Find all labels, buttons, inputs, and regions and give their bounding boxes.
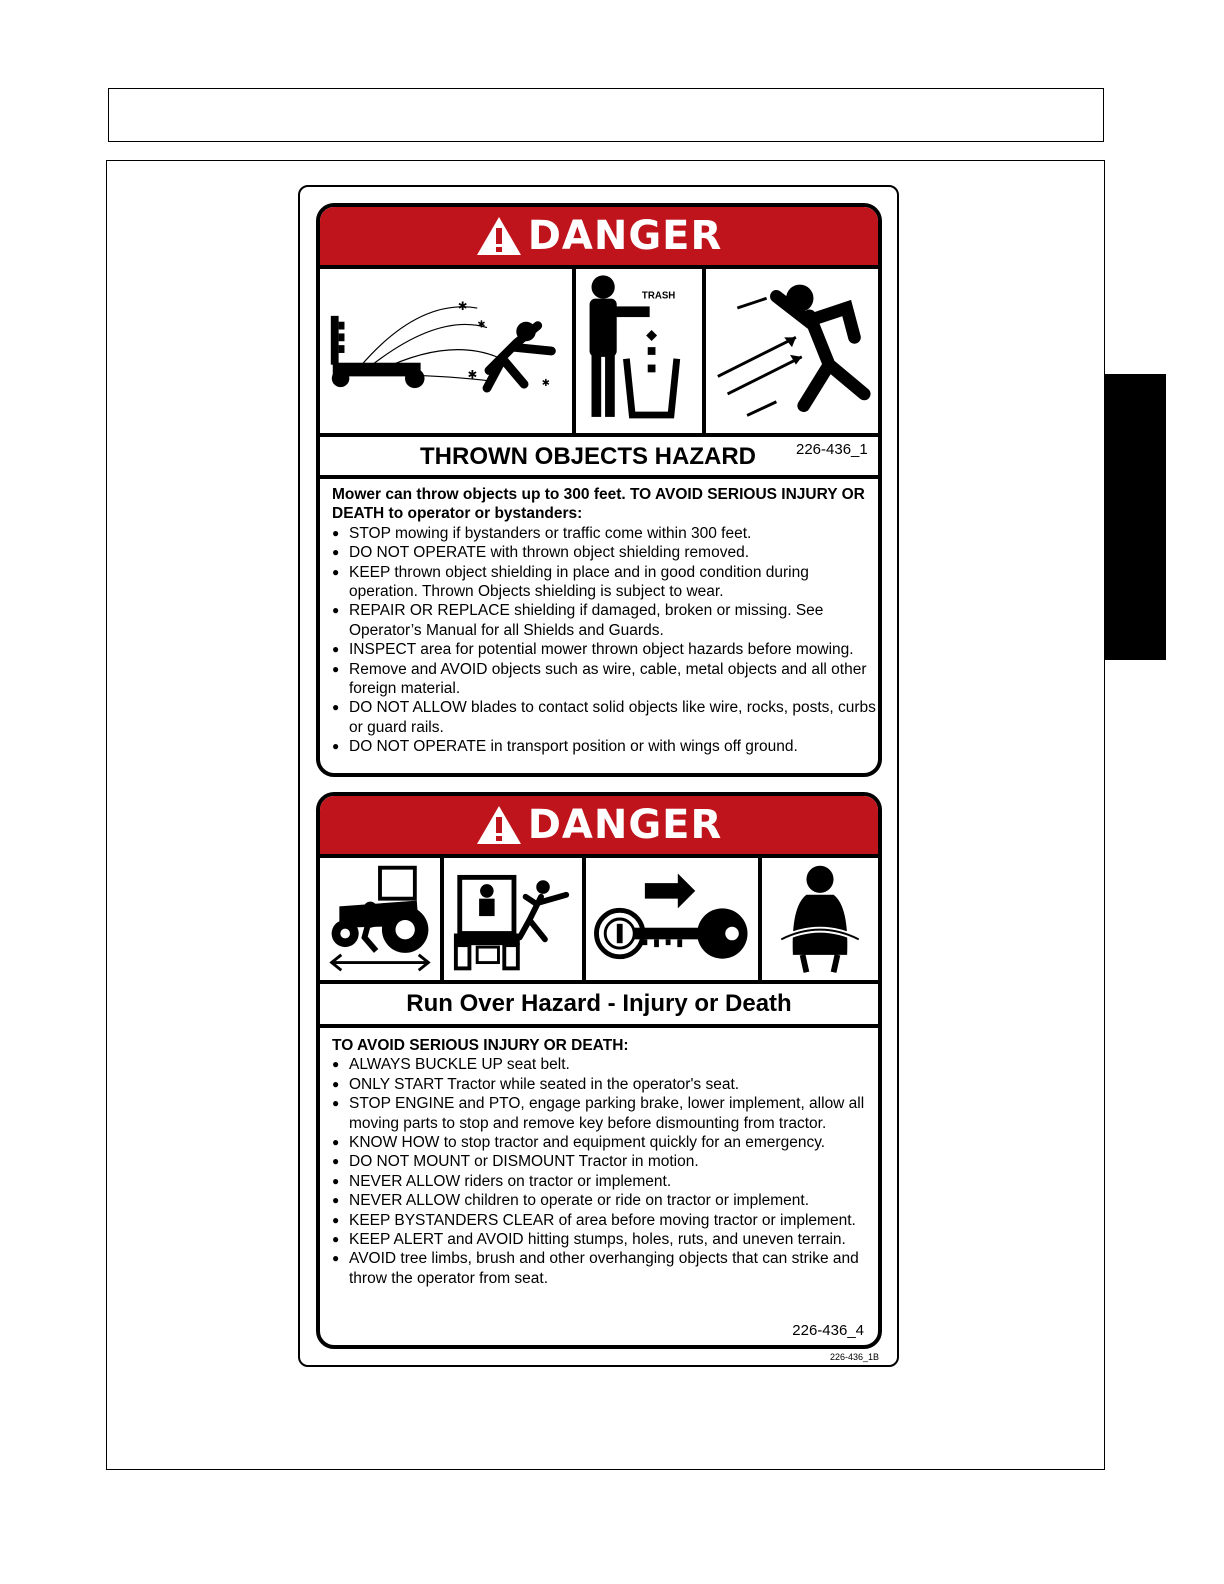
list-item: ● KEEP ALERT and AVOID hitting stumps, holes, ruts, and uneven terrain. [332, 1230, 876, 1249]
svg-text:✱: ✱ [467, 368, 478, 382]
remove-key-pictogram [586, 858, 762, 980]
list-item: ● DO NOT ALLOW blades to contact solid objects like wire, rocks, posts, curbs or guard rails. [332, 698, 876, 737]
svg-text:✱: ✱ [541, 378, 550, 390]
thrown-objects-icon [320, 269, 572, 433]
instructions-intro: Mower can throw objects up to 300 feet. TO AVOID SERIOUS INJURY OR DEATH to operator or bystanders: [332, 486, 865, 523]
warning-triangle-icon [476, 805, 522, 845]
list-item: ● STOP ENGINE and PTO, engage parking brake, lower implement, allow all moving parts to stop and remove key before dismounting from tractor. [332, 1094, 876, 1133]
list-item: ● DO NOT OPERATE in transport position or with wings off ground. [332, 737, 876, 756]
key-removal-icon [586, 858, 758, 980]
list-item: ● ALWAYS BUCKLE UP seat belt. [332, 1055, 876, 1074]
tractor-runover-icon [320, 858, 440, 980]
run-over-instructions [332, 1036, 876, 1288]
run-over-panel [316, 792, 882, 1349]
list-item: ● KEEP BYSTANDERS CLEAR of area before moving tractor or implement. [332, 1211, 876, 1230]
danger-banner [320, 207, 878, 269]
tractor-runover-pictogram [320, 858, 444, 980]
list-item: ● ONLY START Tractor while seated in the operator's seat. [332, 1075, 876, 1094]
signal-word: DANGER [527, 213, 723, 259]
svg-text:✱: ✱ [477, 319, 486, 331]
seat-belt-icon [762, 858, 878, 980]
struck-person-pictogram [706, 269, 878, 433]
instructions-intro: TO AVOID SERIOUS INJURY OR DEATH: [332, 1037, 629, 1054]
list-item: ● REPAIR OR REPLACE shielding if damaged, broken or missing. See Operator’s Manual for all Shields and Guards. [332, 601, 876, 640]
list-item: ● DO NOT OPERATE with thrown object shielding removed. [332, 543, 876, 562]
decal-number: 226-436_1B [830, 1352, 880, 1362]
person-struck-icon [706, 269, 878, 433]
list-item: ● KEEP thrown object shielding in place and in good condition during operation. Thrown Objects shielding is subject to wear. [332, 563, 876, 602]
instruction-list [332, 1055, 876, 1288]
instruction-list [332, 524, 876, 757]
trash-disposal-icon [576, 269, 702, 433]
warning-triangle-icon [476, 216, 522, 256]
signal-word: DANGER [527, 802, 723, 848]
list-item: ● DO NOT MOUNT or DISMOUNT Tractor in motion. [332, 1152, 876, 1171]
mower-throwing-objects-pictogram [320, 269, 576, 433]
list-item: ● NEVER ALLOW riders on tractor or implement. [332, 1172, 876, 1191]
pictogram-row [320, 269, 878, 437]
hazard-title-bar [320, 984, 878, 1028]
list-item: ● AVOID tree limbs, brush and other overhanging objects that can strike and throw the operator from seat. [332, 1249, 876, 1288]
svg-text:✱: ✱ [457, 300, 468, 313]
list-item: ● INSPECT area for potential mower thrown object hazards before mowing. [332, 640, 876, 659]
list-item: ● KNOW HOW to stop tractor and equipment quickly for an emergency. [332, 1133, 876, 1152]
thrown-objects-instructions [332, 485, 876, 757]
no-riders-pictogram [444, 858, 586, 980]
section-tab [1105, 374, 1166, 660]
hazard-title-bar [320, 437, 878, 479]
list-item: ● Remove and AVOID objects such as wire, cable, metal objects and all other foreign material. [332, 660, 876, 699]
no-riders-icon [444, 858, 582, 980]
seat-belt-pictogram [762, 858, 878, 980]
decal-part-code: 226-436_4 [792, 1322, 864, 1339]
list-item: ● STOP mowing if bystanders or traffic come within 300 feet. [332, 524, 876, 543]
trash-label: TRASH [641, 290, 676, 302]
list-item: ● NEVER ALLOW children to operate or ride on tractor or implement. [332, 1191, 876, 1210]
pictogram-row [320, 858, 878, 984]
danger-banner [320, 796, 878, 858]
page-header-box [108, 88, 1104, 142]
hazard-title: THROWN OBJECTS HAZARD [420, 443, 756, 470]
thrown-objects-panel [316, 203, 882, 777]
hazard-title: Run Over Hazard - Injury or Death [406, 990, 792, 1017]
decal-part-code: 226-436_1 [796, 441, 868, 458]
trash-pictogram [576, 269, 706, 433]
